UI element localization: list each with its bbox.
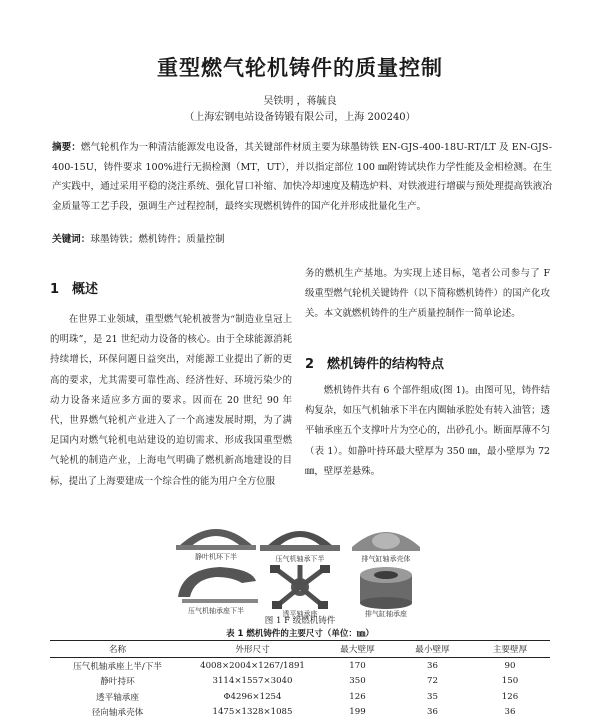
figure-sublabel-4: 压气机轴承座下半: [188, 607, 244, 615]
figure-sublabel-5: 透平轴承座: [282, 610, 318, 617]
table-row: [50, 705, 550, 721]
figure-castings: [172, 517, 428, 617]
table-header-cell: 最小壁厚: [395, 641, 470, 658]
keywords: [52, 231, 552, 245]
abstract-text: 燃气轮机作为一种清洁能源发电设备，其关键部件材质主要为球墨铸铁 EN-GJS-400-18U-RT/LT 及 EN-GJS-400-15U，铸件要求 100%进行无损检测（MT，UT），并以指定部位 100 ㎜附铸试块作力学性能及金相检测。在生产实践中，通过采用平稳的浇注系统、强化冒口补缩、加快冷却速度及精选炉料、对铁液进行增碳与预处理提高铁液冶金质量等工艺手段，强调生产过程控制，最终实现燃机铸件的国产化并形成批量化生产。: [52, 142, 553, 212]
table-cell: 36: [427, 707, 438, 718]
casting-photo-2: [260, 531, 340, 551]
section-1-number: 1: [50, 282, 60, 297]
table-row: [50, 658, 550, 674]
table-cell: 199: [349, 707, 366, 718]
casting-photo-3: [352, 532, 420, 551]
section-1-paragraph: 在世界工业领域，重型燃气轮机被誉为“制造业皇冠上的明珠”，是 21 世纪动力设备的核心。由于全球能源消耗持续增长，环保问题日益突出，对能源工业提出了新的更高的要求，尤其需要可靠性高、经济性好、环境污染少的动力设备来适应多方面的要求。因而在 20 世纪 90 年代，世界燃气轮机产业进入了一个高速发展时期，为了满足国内对燃气轮机电站建设的迫切需求、形成我国重型燃气轮机的制造产业，上海电气明确了燃机新高地建设的目标，提出了上海要建成一个综合性的能为用户全方位服: [50, 314, 292, 487]
table-cell: 90: [504, 660, 516, 671]
casting-photo-4: [178, 567, 258, 603]
figure-sublabel-6: 排气缸轴承座: [365, 610, 407, 617]
affiliation: （上海宏钢电站设备铸锻有限公司，上海 200240）: [184, 112, 416, 123]
table-header-row: [50, 641, 550, 658]
table-cell: 170: [349, 660, 366, 671]
table-caption: 表 1 燃机铸件的主要尺寸（单位：㎜）: [226, 629, 374, 639]
section-2-heading: [305, 353, 550, 372]
keywords-label: 关键词：: [52, 234, 91, 245]
figure-sublabel-2: 压气机轴承下半: [275, 555, 325, 563]
table-cell: Φ4296×1254: [223, 691, 282, 702]
table-cell: 35: [427, 691, 438, 702]
table-cell: 透平轴承座: [96, 692, 139, 703]
table-cell: 压气机轴承座上半/下半: [73, 661, 162, 672]
section-2-body: [305, 381, 550, 482]
keywords-text: 球墨铸铁；燃机铸件；质量控制: [90, 234, 225, 245]
table-cell: 126: [349, 691, 366, 702]
table-cell: 径向轴承壳体: [91, 708, 144, 719]
table-cell: 静叶持环: [100, 677, 135, 688]
table-row: [50, 674, 550, 690]
figure-caption: 图 1 F 级燃机铸件: [264, 616, 336, 626]
authors: 吴铁明 ，蒋毓良: [263, 96, 337, 107]
section-1-title: 概述: [72, 282, 99, 297]
table-cell: 36: [504, 707, 516, 718]
table-cell: 350: [349, 676, 366, 687]
table-header-cell: 主要壁厚: [470, 641, 550, 658]
table-header-cell: 最大壁厚: [320, 641, 395, 658]
dimensions-table: [50, 640, 550, 720]
abstract: [52, 138, 552, 216]
section-1-continued: [305, 264, 550, 325]
section-1-heading: [50, 278, 292, 297]
table-cell: 126: [501, 691, 519, 702]
table-header-cell: 名称: [50, 641, 185, 658]
table-cell: 4008×2004×1267/1891: [200, 660, 305, 671]
table-cell: 150: [501, 676, 519, 687]
table-header-cell: 外形尺寸: [185, 641, 320, 658]
section-2-title: 燃机铸件的结构特点: [327, 357, 445, 372]
figure-sublabel-1: 静叶机环下半: [195, 553, 237, 561]
table-cell: 1475×1328×1085: [212, 707, 293, 718]
section-1-paragraph-cont: 务的燃机生产基地。为实现上述目标，笔者公司参与了 F 级重型燃气轮机关键铸件（以下简称燃机铸件）的国产化攻关。本文就燃机铸件的生产质量控制作一简单论述。: [305, 268, 550, 320]
section-1-body: [50, 310, 292, 492]
table-cell: 3114×1557×3040: [212, 676, 293, 687]
table-cell: 36: [427, 660, 438, 671]
table-row: [50, 689, 550, 705]
casting-photo-6: [360, 567, 412, 609]
section-2-number: 2: [305, 357, 315, 372]
section-2-paragraph: 燃机铸件共有 6 个部件组成(图 1)。由图可见，铸件结构复杂，如压气机轴承下半在内圈轴承腔处有转入油管；透平轴承座五个支撑叶片为空心的，出砂孔小。断面厚薄不匀（表 1）。如静叶持环最大壁厚为 350 ㎜，最小壁厚为 72 ㎜，壁厚差悬殊。: [305, 385, 550, 477]
table-cell: 72: [427, 676, 438, 687]
casting-photo-1: [176, 529, 256, 550]
figure-sublabel-3: 排气缸轴承壳体: [361, 555, 411, 563]
abstract-label: 摘要：: [52, 142, 81, 153]
page-title: 重型燃气轮机铸件的质量控制: [157, 56, 443, 80]
casting-photo-5: [270, 565, 330, 609]
